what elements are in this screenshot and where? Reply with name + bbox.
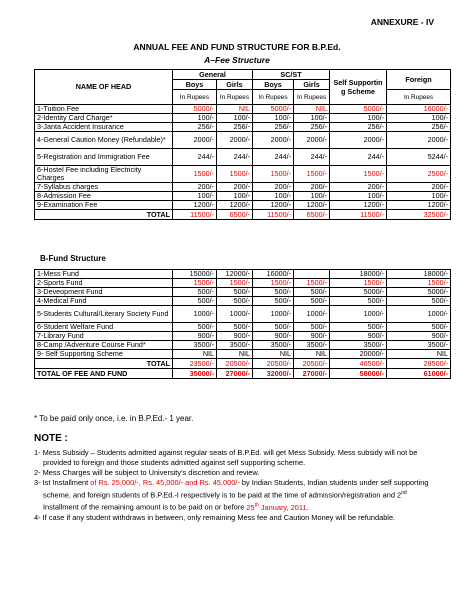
fund-row-value: 900/-	[173, 332, 217, 341]
fund-row-value: 1000/-	[330, 306, 387, 323]
fund-row-name: 5-Students Cultural/Literary Society Fund	[35, 306, 173, 323]
fund-row-value: NIL	[173, 350, 217, 359]
note-date-rest: January, 2011.	[258, 502, 309, 512]
header-boys: Boys	[253, 80, 294, 90]
fund-row-value: 1000/-	[217, 306, 253, 323]
fee-row-value: 244/-	[330, 149, 387, 166]
fee-total-cell: 32500/-	[387, 210, 451, 220]
fee-row-value: 16000/-	[387, 105, 451, 114]
note-text: by Indian Students, Indian students under self supporting scheme, and foreign students of B.P.Ed.-I respectively is to be paid at the time of admission/registration and 2	[43, 478, 429, 500]
fund-row-value: 15000/-	[173, 270, 217, 279]
fund-row-value: NIL	[217, 350, 253, 359]
fee-row-name: 8-Admission Fee	[35, 192, 173, 201]
fund-row	[35, 323, 451, 332]
header-name-of-head: NAME OF HEAD	[35, 70, 173, 105]
fee-row-value: 1200/-	[173, 201, 217, 210]
header-foreign: Foreign	[387, 70, 451, 90]
fee-row-value: 5000/-	[330, 105, 387, 114]
note-item: 4- If case if any student withdraws in between, only remaining Mess fee and Caution Money will be refundable.	[34, 512, 396, 522]
fund-row	[35, 270, 451, 279]
fee-row-value: 200/-	[387, 183, 451, 192]
fee-row-value: 100/-	[217, 192, 253, 201]
note-date-superscript: th	[254, 502, 259, 509]
fund-total-cell: 20500/-	[217, 359, 253, 369]
fund-row-value: 5000/-	[330, 288, 387, 297]
fund-row-value: 500/-	[217, 288, 253, 297]
grand-total-label: TOTAL OF FEE AND FUND	[35, 369, 173, 379]
fund-row-value: 500/-	[387, 297, 451, 306]
fund-row-value: 500/-	[173, 288, 217, 297]
fee-row-value: 2500/-	[387, 166, 451, 183]
fund-row-value: 3500/-	[173, 341, 217, 350]
fund-total-cell: 23500/-	[173, 359, 217, 369]
fee-row-value: 2000/-	[294, 132, 330, 149]
note-item: 1- Mess Subsidy – Students admitted against regular seats of B.P.Ed. will get Mess Subsidy. Mess subsidy will not be provided to foreign and those students admitted against self supporting scheme.	[34, 448, 418, 467]
fee-row-name: 1-Tuition Fee	[35, 105, 173, 114]
fee-row-value: 5000/-	[253, 105, 294, 114]
grand-total-cell: 61000/-	[387, 369, 451, 379]
fee-row-value: 2000/-	[253, 132, 294, 149]
fee-total-cell: 11500/-	[173, 210, 217, 220]
header-self-supporting: Self Supportin g Scheme	[330, 70, 387, 105]
header-in-rupees: In Rupees	[294, 90, 330, 105]
fee-row	[35, 149, 451, 166]
fund-row-value: 1500/-	[173, 279, 217, 288]
fee-row-value: 244/-	[217, 149, 253, 166]
fee-row-value: 1500/-	[173, 166, 217, 183]
fund-row-name: 2-Sports Fund	[35, 279, 173, 288]
fund-structure-heading: B-Fund Structure	[40, 254, 106, 263]
note-superscript: nd	[401, 490, 407, 496]
fund-row-value: 500/-	[294, 297, 330, 306]
fee-row-value: 244/-	[173, 149, 217, 166]
fee-row	[35, 192, 451, 201]
fee-row	[35, 201, 451, 210]
fee-row-value: 100/-	[294, 192, 330, 201]
fund-row	[35, 332, 451, 341]
note-text: 3- Ist Installment	[34, 478, 91, 487]
fee-row-value: 100/-	[173, 192, 217, 201]
fund-row-name: 7-Library Fund	[35, 332, 173, 341]
fee-row-value: 2000/-	[330, 132, 387, 149]
fund-row-value: 1000/-	[294, 306, 330, 323]
header-in-rupees: In Rupees	[173, 90, 217, 105]
fund-row-value: 500/-	[330, 297, 387, 306]
fee-total-cell: 11500/-	[330, 210, 387, 220]
note-item: 2- Mess Charges will be subject to University’s discretion and review.	[34, 468, 260, 477]
fund-row-value: 900/-	[330, 332, 387, 341]
fund-row-value: 3500/-	[253, 341, 294, 350]
fee-row-value: 2000/-	[173, 132, 217, 149]
fee-row-value: 1200/-	[253, 201, 294, 210]
fund-row	[35, 297, 451, 306]
note-amounts: of Rs. 25,000/-, Rs. 45,000/- and Rs. 45,000/-	[90, 478, 240, 487]
fund-total-cell: 20500/-	[294, 359, 330, 369]
fund-row-value: 500/-	[294, 288, 330, 297]
fee-row-name: 5-Registration and Immigration Fee	[35, 149, 173, 166]
fee-row	[35, 123, 451, 132]
fund-row-value: 1500/-	[294, 279, 330, 288]
fee-row-value: 100/-	[387, 114, 451, 123]
fee-row-name: 4-General Caution Money (Refundable)*	[35, 132, 173, 149]
fund-row-value: 500/-	[217, 323, 253, 332]
header-in-rupees: In Rupees	[217, 90, 253, 105]
fee-total-cell: 11500/-	[253, 210, 294, 220]
fee-total-cell: 6500/-	[217, 210, 253, 220]
fee-row-value: 1200/-	[330, 201, 387, 210]
fee-row-value: 100/-	[253, 114, 294, 123]
fund-row	[35, 306, 451, 323]
fund-row-value: 500/-	[173, 323, 217, 332]
fund-row-name: 3-Deveopment Fund	[35, 288, 173, 297]
fee-row-value: 100/-	[173, 114, 217, 123]
fee-row-value: 256/-	[387, 123, 451, 132]
grand-total-cell: 27000/-	[217, 369, 253, 379]
fee-row	[35, 183, 451, 192]
fee-row-value: 1500/-	[330, 166, 387, 183]
note-item	[34, 478, 444, 513]
fund-row-name: 6-Student Welfare Fund	[35, 323, 173, 332]
fee-row-value: 1500/-	[217, 166, 253, 183]
fund-total-label: TOTAL	[35, 359, 173, 369]
fee-total-label: TOTAL	[35, 210, 173, 220]
fund-structure-table	[34, 269, 451, 379]
fee-row-name: 2-Identity Card Charge*	[35, 114, 173, 123]
document-title: ANNUAL FEE AND FUND STRUCTURE FOR B.P.Ed.	[133, 42, 341, 52]
fund-row-value	[294, 270, 330, 279]
fund-row-value: 1500/-	[217, 279, 253, 288]
fee-row-value: 256/-	[253, 123, 294, 132]
note-date-day: 25	[246, 502, 255, 512]
fee-row-value: 5244/-	[387, 149, 451, 166]
fee-row-value: NIL	[217, 105, 253, 114]
fund-row-value: 1000/-	[253, 306, 294, 323]
fund-row-value: 500/-	[330, 323, 387, 332]
fund-row-value: 500/-	[387, 323, 451, 332]
fee-row-value: 200/-	[217, 183, 253, 192]
fund-row-name: 8-Camp /Adventure Course Fund*	[35, 341, 173, 350]
fund-row-value: 3500/-	[330, 341, 387, 350]
fee-row-value: 1200/-	[217, 201, 253, 210]
fee-row-value: 100/-	[330, 192, 387, 201]
fee-row-value: 200/-	[294, 183, 330, 192]
fee-row-value: 256/-	[173, 123, 217, 132]
fund-row	[35, 288, 451, 297]
fee-row	[35, 114, 451, 123]
fee-row-value: 100/-	[217, 114, 253, 123]
header-general: General	[173, 70, 253, 80]
fee-row-value: 100/-	[387, 192, 451, 201]
fee-row	[35, 132, 451, 149]
fund-row-value: 1500/-	[387, 279, 451, 288]
fee-total-cell: 6500/-	[294, 210, 330, 220]
fee-row-name: 9-Examination Fee	[35, 201, 173, 210]
fee-row-value: 1500/-	[294, 166, 330, 183]
fund-total-cell: 46500/-	[330, 359, 387, 369]
fee-row-value: 2000/-	[217, 132, 253, 149]
fund-row-value: NIL	[294, 350, 330, 359]
fund-row-value: 1500/-	[253, 279, 294, 288]
fund-row-value: 500/-	[217, 297, 253, 306]
fund-row-value: 900/-	[294, 332, 330, 341]
note-date	[246, 503, 308, 512]
fee-row-value: 244/-	[294, 149, 330, 166]
fee-row-value: 256/-	[294, 123, 330, 132]
fund-row-value: 500/-	[173, 297, 217, 306]
fee-row-value: 256/-	[217, 123, 253, 132]
fund-row-value: NIL	[253, 350, 294, 359]
fund-row-value: 1500/-	[330, 279, 387, 288]
fund-row-value: 500/-	[253, 297, 294, 306]
fund-row	[35, 350, 451, 359]
grand-total-cell: 58000/-	[330, 369, 387, 379]
fund-row-name: 1-Mess Fund	[35, 270, 173, 279]
fund-row-value: 12000/-	[217, 270, 253, 279]
note-text: Installment of the remaining amount is to be paid on or before	[43, 502, 247, 512]
note-title: NOTE :	[34, 433, 68, 444]
fund-row-value: 16000/-	[253, 270, 294, 279]
fund-row-value: NIL	[387, 350, 451, 359]
fee-row-name: 6-Hostel Fee including Electricity Charges	[35, 166, 173, 183]
fund-row-value: 3500/-	[294, 341, 330, 350]
fee-row-value: 2000/-	[387, 132, 451, 149]
header-in-rupees: In Rupees	[387, 90, 451, 105]
fund-row-name: 4-Medical Fund	[35, 297, 173, 306]
fee-row-value: 5000/-	[173, 105, 217, 114]
fund-total-cell: 28500/-	[387, 359, 451, 369]
fee-structure-subtitle: A–Fee Structure	[204, 55, 270, 65]
fee-row-value: 1200/-	[387, 201, 451, 210]
fee-row-value: NIL	[294, 105, 330, 114]
fund-row-value: 1000/-	[173, 306, 217, 323]
header-boys: Boys	[173, 80, 217, 90]
fee-row	[35, 166, 451, 183]
fund-row	[35, 341, 451, 350]
grand-total-cell: 35000/-	[173, 369, 217, 379]
grand-total-cell: 27000/-	[294, 369, 330, 379]
fee-row-value: 1500/-	[253, 166, 294, 183]
fee-row-name: 3-Janta Accident Insurance	[35, 123, 173, 132]
fee-row	[35, 105, 451, 114]
fee-row-value: 1200/-	[294, 201, 330, 210]
grand-total-cell: 32000/-	[253, 369, 294, 379]
notes-list	[34, 448, 444, 523]
fund-row-value: 900/-	[387, 332, 451, 341]
footnote: * To be paid only once, i.e. in B.P.Ed.- 1 year.	[34, 414, 194, 423]
fee-row-value: 244/-	[253, 149, 294, 166]
header-scst: SC/ST	[253, 70, 330, 80]
fee-row-value: 200/-	[173, 183, 217, 192]
fund-row	[35, 279, 451, 288]
fee-row-value: 100/-	[330, 114, 387, 123]
fund-row-value: 900/-	[253, 332, 294, 341]
fund-row-value: 500/-	[253, 288, 294, 297]
fund-row-value: 1000/-	[387, 306, 451, 323]
fund-row-value: 3500/-	[217, 341, 253, 350]
fund-row-value: 3500/-	[387, 341, 451, 350]
header-girls: Girls	[217, 80, 253, 90]
fund-row-value: 500/-	[253, 323, 294, 332]
fee-row-value: 200/-	[330, 183, 387, 192]
fund-row-value: 18000/-	[330, 270, 387, 279]
fee-row-name: 7-Syllabus charges	[35, 183, 173, 192]
fee-structure-table	[34, 69, 451, 220]
header-girls: Girls	[294, 80, 330, 90]
fee-row-value: 200/-	[253, 183, 294, 192]
fund-row-value: 18000/-	[387, 270, 451, 279]
annexure-label: ANNEXURE - IV	[370, 17, 434, 27]
fund-total-cell: 20500/-	[253, 359, 294, 369]
fund-row-name: 9- Self Supporting Scheme	[35, 350, 173, 359]
fund-row-value: 5000/-	[387, 288, 451, 297]
fund-row-value: 20000/-	[330, 350, 387, 359]
fee-row-value: 100/-	[294, 114, 330, 123]
header-in-rupees: In Rupees	[253, 90, 294, 105]
fund-row-value: 900/-	[217, 332, 253, 341]
fee-row-value: 256/-	[330, 123, 387, 132]
fund-row-value: 500/-	[294, 323, 330, 332]
fee-row-value: 100/-	[253, 192, 294, 201]
